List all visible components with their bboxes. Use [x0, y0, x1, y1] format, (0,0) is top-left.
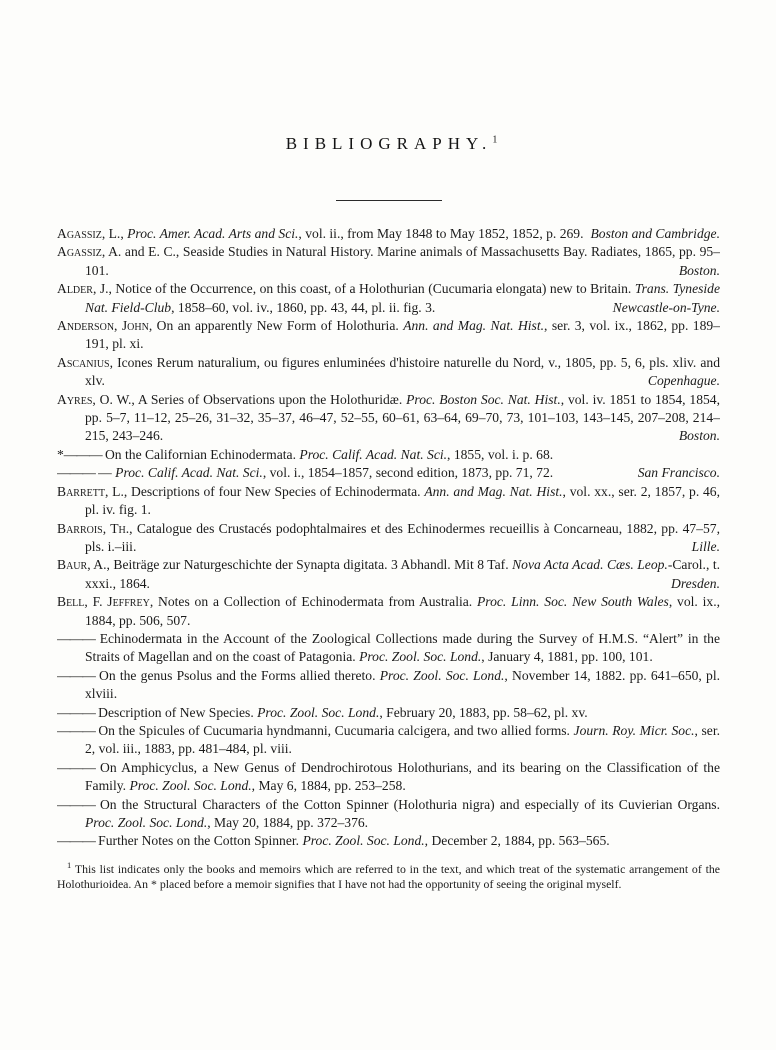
entry-text: , Icones Rerum naturalium, ou figures enluminées d'histoire naturelle du Nord, v., 1805, pp. 5, 6, pls. xliv. and xlv.	[85, 354, 720, 389]
entry-text: , L.,	[101, 226, 128, 241]
author-name: Bell, F. Jeffrey	[57, 594, 150, 610]
publication-place: Copenhague.	[647, 373, 720, 389]
publication-place: Newcastle-on-Tyne.	[612, 299, 720, 315]
entry-text: , 1855, vol. i. p. 68.	[447, 446, 554, 462]
journal-title: Proc. Zool. Soc. Lond.	[129, 778, 252, 794]
author-name: Agassiz	[57, 226, 102, 241]
footnote	[57, 858, 720, 892]
title-divider	[336, 200, 442, 201]
entry-text: , December 2, 1884, pp. 563–565.	[424, 833, 610, 849]
bibliography-entry	[57, 832, 720, 850]
author-name: Baur	[57, 557, 88, 573]
entry-text: , ser. 3, vol. ix., 1862, pp. 189–191, pl. xi.	[85, 318, 720, 352]
journal-title: Proc. Zool. Soc. Lond.	[379, 667, 505, 683]
entry-text: , vol. ix., 1884, pp. 506, 507.	[85, 594, 720, 628]
entry-text: Further Notes on the Cotton Spinner.	[94, 833, 303, 849]
bibliography-entry	[57, 243, 720, 280]
footnote-text: This list indicates only the books and memoirs which are referred to in the text, and which treat of the systematic arrangement of the Holothurioidea. An * placed before a memoir signifies that I have not had the opportunity of seeing the original myself.	[57, 861, 720, 891]
entry-text: , 1858–60, vol. iv., 1860, pp. 43, 44, pl. ii. fig. 3.	[171, 299, 436, 315]
entry-text: *	[57, 446, 64, 462]
entry-text: On the Californian Echinodermata.	[101, 446, 300, 462]
entry-text: , May 6, 1884, pp. 253–258.	[251, 778, 406, 794]
journal-title: Proc. Zool. Soc. Lond.	[257, 704, 380, 720]
journal-title: Trans. Tyneside Nat. Field-Club	[85, 281, 720, 315]
journal-title: Nova Acta Acad. Cæs. Leop.	[512, 557, 668, 573]
journal-title: Proc. Linn. Soc. New South Wales	[477, 594, 669, 610]
bibliography-entry	[57, 704, 720, 722]
bibliography-entry	[57, 796, 720, 833]
entry-text: Echinodermata in the Account of the Zoological Collections made during the Survey of H.M.S. “Alert” in the Straits of Magellan and on the coast of Patagonia.	[85, 630, 720, 665]
footnote-marker: 1	[67, 859, 72, 870]
journal-title: Proc. Calif. Acad. Nat. Sci.	[115, 465, 263, 481]
author-name: Barrois, Th.	[57, 520, 130, 536]
author-name: Ayres	[57, 391, 93, 407]
title-footnote-ref: 1	[492, 134, 498, 146]
publication-place: Dresden.	[671, 575, 720, 591]
entry-text: , January 4, 1881, pp. 100, 101.	[481, 649, 653, 665]
journal-title: Ann. and Mag. Nat. Hist.	[403, 318, 545, 334]
entry-text: , L., Descriptions of four New Species of Echinodermata.	[104, 483, 425, 499]
entry-text: On Amphicyclus, a New Genus of Dendrochirotous Holothurians, and its bearing on the Classification of the Family.	[85, 759, 720, 794]
journal-title: Ann. and Mag. Nat. Hist.	[424, 483, 563, 499]
journal-title: Proc. Amer. Acad. Arts and Sci.	[127, 226, 299, 241]
entry-text: , Catalogue des Crustacés podophtalmaires et des Echinodermes recueillis à Concarneau, 1882, pp. 47–57, pls. i.–iii.	[85, 520, 720, 554]
publication-place: Lille.	[691, 538, 720, 554]
bibliography-entry	[57, 464, 720, 482]
entry-text: , vol. iv. 1851 to 1854, 1854, pp. 5–7, 11–12, 25–26, 31–32, 35–37, 46–47, 52–55, 60–61, 63–64, 69–70, 73, 101–103, 143–145, 207–208, 214–215, 243–246.	[85, 391, 720, 444]
entry-text: , ser. 2, vol. iii., 1883, pp. 481–484, pl. viii.	[85, 722, 720, 757]
title-text: BIBLIOGRAPHY.	[285, 134, 493, 153]
journal-title: Proc. Calif. Acad. Nat. Sci.	[299, 446, 448, 462]
publication-place: Boston.	[678, 262, 720, 278]
bibliography-entry	[57, 593, 720, 630]
bibliography-entry	[57, 759, 720, 796]
repeat-author-dash: ———	[63, 446, 102, 462]
bibliography-list	[57, 225, 720, 851]
entry-text: , May 20, 1884, pp. 372–376.	[207, 815, 369, 830]
publication-place: San Francisco.	[637, 465, 720, 481]
entry-text: , vol. xx., ser. 2, 1857, p. 46, pl. iv. fig. 1.	[85, 483, 720, 518]
author-name: Alder	[57, 281, 93, 297]
entry-text: —	[94, 465, 116, 481]
bibliography-entry	[57, 446, 720, 464]
entry-text: , vol. i., 1854–1857, second edition, 1873, pp. 71, 72.	[262, 465, 554, 481]
entry-text: , vol. ii., from May 1848 to May 1852, 1852, p. 269.	[298, 226, 584, 241]
author-name: Agassiz	[57, 244, 102, 260]
journal-title: Proc. Zool. Soc. Lond.	[85, 815, 208, 830]
entry-text: , J., Notice of the Occurrence, on this coast, of a Holothurian (Cucumaria elongata) new to Britain.	[92, 281, 635, 297]
entry-text: , A. and E. C., Seaside Studies in Natural History. Marine animals of Massachusetts Bay. Radiates, 1865, pp. 95–101.	[85, 244, 720, 278]
entry-text: On the Spicules of Cucumaria hyndmanni, Cucumaria calcigera, and two allied forms.	[94, 722, 574, 738]
journal-title: Proc. Zool. Soc. Lond.	[302, 833, 425, 849]
bibliography-entry	[57, 354, 720, 391]
entry-text: Description of New Species.	[94, 704, 258, 720]
repeat-author-dash: ———	[57, 630, 95, 646]
bibliography-entry	[57, 317, 720, 354]
entry-text: On the Structural Characters of the Cotton Spinner (Holothuria nigra) and especially of its Cuvierian Organs.	[94, 796, 720, 812]
entry-text: , Notes on a Collection of Echinodermata from Australia.	[149, 594, 477, 610]
bibliography-entry	[57, 520, 720, 557]
entry-text: , On an apparently New Form of Holothuria.	[148, 318, 404, 334]
entry-text: On the genus Psolus and the Forms allied thereto.	[94, 667, 380, 683]
entry-text: , November 14, 1882. pp. 641–650, pl. xlviii.	[85, 667, 720, 702]
bibliography-entry	[57, 667, 720, 704]
publication-place: Boston.	[678, 428, 720, 444]
bibliography-entry	[57, 630, 720, 667]
author-name: Anderson, John	[57, 318, 149, 334]
author-name: Barrett	[57, 483, 105, 499]
bibliography-entry	[57, 722, 720, 759]
entry-text: , A., Beiträge zur Naturgeschichte der Synapta digitata. 3 Abhandl. Mit 8 Taf.	[87, 557, 513, 573]
repeat-author-dash: ———	[57, 759, 95, 775]
repeat-author-dash: ———	[57, 704, 95, 720]
journal-title: Journ. Roy. Micr. Soc.	[573, 722, 695, 738]
entry-text: -Carol., t. xxxi., 1864.	[85, 557, 720, 591]
entry-text: , O. W., A Series of Observations upon the Holothuridæ.	[92, 391, 407, 407]
repeat-author-dash: ———	[57, 833, 95, 849]
repeat-author-dash: ———	[57, 796, 95, 812]
bibliography-entry	[57, 556, 720, 593]
journal-title: Proc. Boston Soc. Nat. Hist.	[406, 391, 561, 407]
entry-text: , February 20, 1883, pp. 58–62, pl. xv.	[379, 704, 588, 720]
repeat-author-dash: ———	[57, 667, 95, 683]
author-name: Ascanius	[57, 354, 110, 370]
repeat-author-dash: ———	[57, 722, 95, 738]
bibliography-entry	[57, 391, 720, 446]
bibliography-entry	[57, 483, 720, 520]
publication-place: Boston and Cambridge.	[590, 226, 720, 241]
repeat-author-dash: ———	[57, 465, 95, 481]
bibliography-entry	[57, 225, 720, 243]
bibliography-entry	[57, 280, 720, 317]
page-title	[57, 134, 720, 154]
journal-title: Proc. Zool. Soc. Lond.	[359, 649, 482, 665]
